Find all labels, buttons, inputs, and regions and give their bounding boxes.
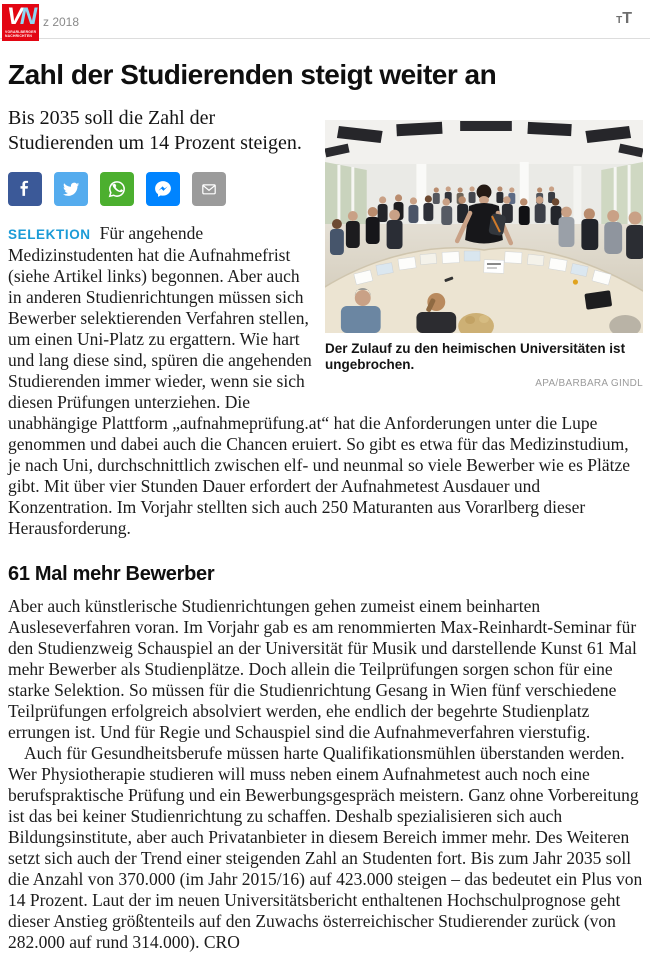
article-subhead: Bis 2035 soll die Zahl der Studierenden um 14 Prozent steigen. <box>8 107 302 155</box>
photo-credit: APA/BARBARA GINDL <box>535 377 643 389</box>
site-header <box>0 0 650 39</box>
share-email-button[interactable] <box>192 172 226 206</box>
section-heading: 61 Mal mehr Bewerber <box>8 563 215 586</box>
twitter-icon <box>60 178 82 200</box>
vn-logo-letters: VN <box>6 3 35 30</box>
article-body <box>0 106 650 953</box>
text-size-icon[interactable]: TT <box>616 10 632 27</box>
share-buttons <box>8 172 313 206</box>
publication-date: z 2018 <box>43 15 80 29</box>
paragraph-lead-text: Für angehende Medizinstudenten hat die Aufnahmefrist (siehe Artikel links) begonnen. Aber auch in anderen Studienrichtungen müssen sich Bewerber selektierenden Verfahren stellen, um einen Uni-Platz zu ergattern. Wie hart und lang diese sind, spüren die angehenden Studierenden immer wieder, wenn sie sich diesen Prüfungen unterziehen. Die unabhängige Plattform „aufnahmeprüfung.at“ hat die Anforderungen unter die Lupe genommen und dabei auch die Chancen eruiert. So gibt es etwa für das Medizinstudium, je nach Uni, durchschnittlich zwischen elf- und neunmal so viele Bewerber wie es Plätze gibt. Mit über vier Stunden Dauer erfordert der Aufnahmetest Ausdauer und Konzentration. Im Vorjahr stellten sich auch 250 Maturanten aus Vorarlberg dieser Herausforderung. <box>8 223 631 539</box>
share-facebook-button[interactable] <box>8 172 42 206</box>
kicker-label: SELEKTION <box>8 227 91 243</box>
facebook-icon <box>15 179 35 199</box>
photo-caption: Der Zulauf zu den heimischen Universitäten ist ungebrochen. <box>325 341 626 373</box>
university-crowd-photo <box>325 120 643 333</box>
paragraph-3: Auch für Gesundheitsberufe müssen harte Qualifikationsmühlen überstanden werden. Wer Physiotherapie studieren will muss neben einem Aufnahmetest auch noch eine berufspraktische Prüfung und ein Bewerbungsgespräch meistern. Ganz ohne Vorbereitung ist das bei keiner Studienrichtung zu schaffen. Deshalb spezialisieren sich auch Bildungsinstitute, aber auch Privatanbieter in diesem Bereich immer mehr. Des Weiteren setzt sich auch der Trend einer steigenden Zahl an Studenten fort. Bis zum Jahr 2035 soll die Anzahl von 370.000 (im Jahr 2015/16) auf 423.000 steigen – das bedeutet ein Plus von 14 Prozent. Laut der im neuen Universitätsbericht enthaltenen Hochschulprognose geht dieser Anstieg größtenteils auf den Zuwachs österreichischer Studierender zurück (von 282.000 auf rund 314.000). CRO <box>8 743 643 953</box>
messenger-icon <box>152 178 174 200</box>
paragraph-2: Aber auch künstlerische Studienrichtungen gehen zumeist einem beinharten Ausleseverfahren voran. Im Vorjahr gab es am renommierten Max-Reinhardt-Seminar für den Studienzweig Schauspiel an der Universität für Musik und darstellende Kunst 61 Mal mehr Bewerber als Studienplätze. Doch allein die Teilprüfungen sorgen schon für eine starke Selektion. So müssen für die Studienrichtung Gesang in Wien fünf verschiedene Teilprüfungen erfolgreich absolviert werden, ehe endlich der begehrte Studienplatz errungen ist. Und für Regie und Schauspiel sind die Aufnahmeverfahren vierstufig. <box>8 596 637 743</box>
share-twitter-button[interactable] <box>54 172 88 206</box>
vn-logo[interactable] <box>2 4 39 41</box>
article-figure <box>325 120 643 388</box>
whatsapp-icon <box>106 178 128 200</box>
page-title: Zahl der Studierenden steigt weiter an <box>8 59 497 90</box>
share-messenger-button[interactable] <box>146 172 180 206</box>
email-icon <box>198 178 220 200</box>
share-whatsapp-button[interactable] <box>100 172 134 206</box>
vn-logo-subtext: VORARLBERGER NACHRICHTEN <box>5 30 37 38</box>
